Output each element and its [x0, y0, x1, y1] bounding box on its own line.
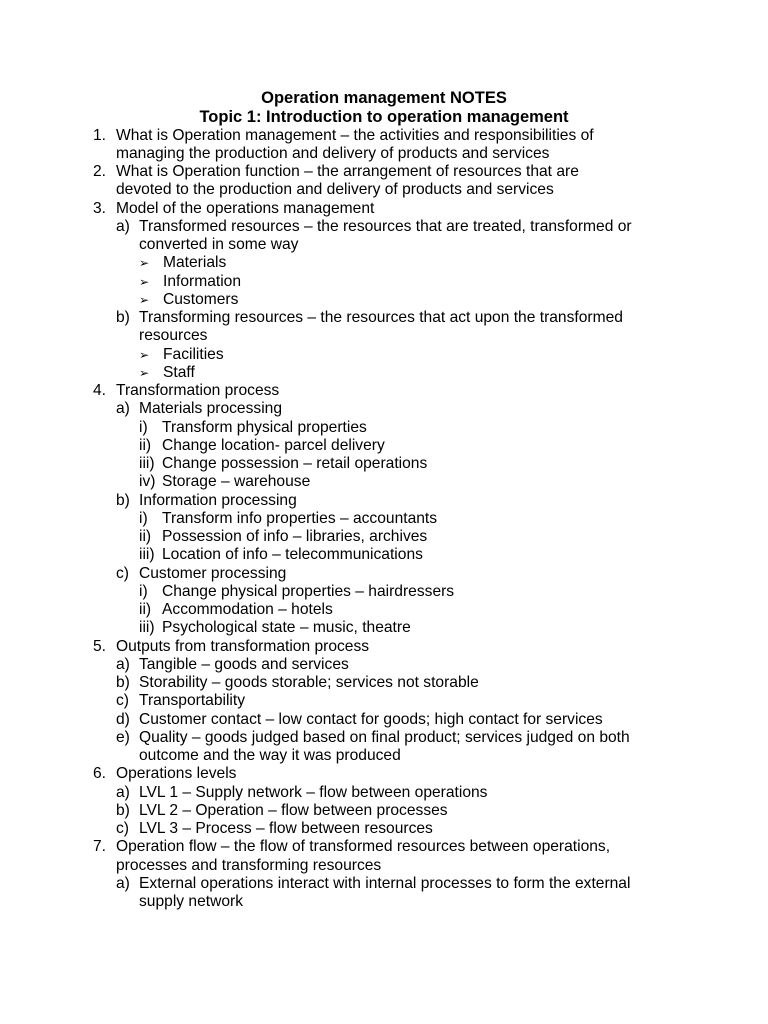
- list-marker: c): [116, 564, 129, 582]
- line-text: Operation flow – the flow of transformed resources between operations,: [116, 838, 611, 856]
- line-text: managing the production and delivery of products and services: [116, 144, 550, 162]
- line-text: Facilities: [163, 345, 224, 363]
- line-text: processes and transforming resources: [116, 856, 382, 874]
- list-marker: e): [116, 728, 130, 746]
- line-text: Accommodation – hotels: [162, 601, 333, 618]
- line-text: resources: [139, 327, 208, 345]
- line-text: Change possession – retail operations: [162, 455, 428, 472]
- line-text: LVL 2 – Operation – flow between processes: [139, 801, 448, 819]
- document-title: Operation management NOTES: [261, 89, 507, 107]
- list-marker: 6.: [93, 765, 107, 783]
- line-text: converted in some way: [139, 236, 299, 253]
- list-marker: i): [139, 582, 148, 600]
- list-marker: i): [139, 418, 148, 436]
- line-text: Materials: [163, 254, 227, 272]
- line-text: Outputs from transformation process: [116, 637, 370, 655]
- list-marker: i): [139, 509, 148, 527]
- list-marker: 5.: [93, 637, 107, 655]
- arrow-bullet-icon: ➢: [139, 365, 150, 380]
- arrow-bullet-icon: ➢: [139, 256, 150, 271]
- text-line: [116, 857, 381, 875]
- list-marker: iii): [139, 546, 155, 564]
- line-text: Psychological state – music, theatre: [162, 619, 411, 637]
- list-marker: ii): [139, 601, 152, 618]
- line-text: supply network: [139, 893, 244, 910]
- list-marker: b): [116, 674, 130, 691]
- line-text: Quality – goods judged based on final product; services judged on both: [139, 728, 630, 746]
- text-line: [139, 893, 243, 911]
- line-text: Transform info properties – accountants: [162, 509, 438, 527]
- line-text: Model of the operations management: [116, 199, 375, 217]
- list-marker: b): [116, 491, 130, 509]
- line-text: Possession of info – libraries, archives: [162, 528, 428, 545]
- list-marker: 7.: [93, 838, 107, 856]
- arrow-bullet-icon: ➢: [139, 292, 150, 307]
- list-marker: a): [116, 400, 130, 418]
- line-text: Information: [163, 272, 242, 290]
- list-marker: a): [116, 783, 130, 801]
- list-marker: c): [116, 820, 129, 837]
- line-text: LVL 3 – Process – flow between resources: [139, 820, 433, 837]
- line-text: devoted to the production and delivery of products and services: [116, 181, 554, 199]
- line-text: Information processing: [139, 491, 297, 509]
- line-text: External operations interact with internal processes to form the external: [139, 874, 631, 892]
- line-text: Tangible – goods and services: [139, 655, 349, 673]
- list-marker: 2.: [93, 163, 107, 180]
- line-text: What is Operation function – the arrangement of resources that are: [116, 163, 579, 180]
- line-text: Materials processing: [139, 400, 283, 418]
- line-text: Change location- parcel delivery: [162, 436, 385, 454]
- line-text: Storability – goods storable; services not storable: [139, 674, 479, 691]
- list-marker: iii): [139, 455, 155, 472]
- list-marker: b): [116, 801, 130, 819]
- list-marker: b): [116, 309, 130, 326]
- line-text: Storage – warehouse: [162, 473, 311, 491]
- line-text: Transforming resources – the resources that act upon the transformed: [139, 309, 623, 326]
- text-line: [116, 145, 549, 163]
- line-text: Customers: [163, 290, 239, 308]
- text-line: [139, 327, 207, 345]
- line-text: Operations levels: [116, 765, 237, 783]
- text-line: [116, 181, 554, 199]
- line-text: LVL 1 – Supply network – flow between operations: [139, 783, 488, 801]
- text-line: [139, 236, 298, 254]
- line-text: Customer processing: [139, 564, 287, 582]
- topic-heading: Topic 1: Introduction to operation management: [199, 108, 569, 126]
- line-text: Staff: [163, 363, 195, 381]
- list-marker: a): [116, 217, 130, 235]
- list-marker: ii): [139, 528, 152, 545]
- line-text: Transformed resources – the resources that are treated, transformed or: [139, 217, 632, 235]
- text-line: [139, 747, 401, 765]
- list-marker: 1.: [93, 126, 107, 144]
- arrow-bullet-icon: ➢: [139, 347, 150, 362]
- list-marker: iv): [139, 473, 156, 491]
- list-marker: c): [116, 692, 129, 710]
- list-marker: 3.: [93, 199, 107, 217]
- line-text: Transform physical properties: [162, 418, 367, 436]
- arrow-bullet-icon: ➢: [139, 274, 150, 289]
- list-marker: a): [116, 655, 130, 673]
- line-text: Location of info – telecommunications: [162, 546, 423, 564]
- line-text: Transformation process: [116, 382, 280, 399]
- line-text: What is Operation management – the activities and responsibilities of: [116, 126, 594, 144]
- list-marker: ii): [139, 436, 152, 454]
- line-text: Change physical properties – hairdressers: [162, 582, 455, 600]
- list-marker: a): [116, 874, 130, 892]
- list-marker: d): [116, 710, 130, 728]
- line-text: outcome and the way it was produced: [139, 747, 401, 764]
- list-marker: 4.: [93, 382, 107, 399]
- list-marker: iii): [139, 619, 155, 637]
- line-text: Customer contact – low contact for goods; high contact for services: [139, 710, 603, 728]
- line-text: Transportability: [139, 692, 246, 710]
